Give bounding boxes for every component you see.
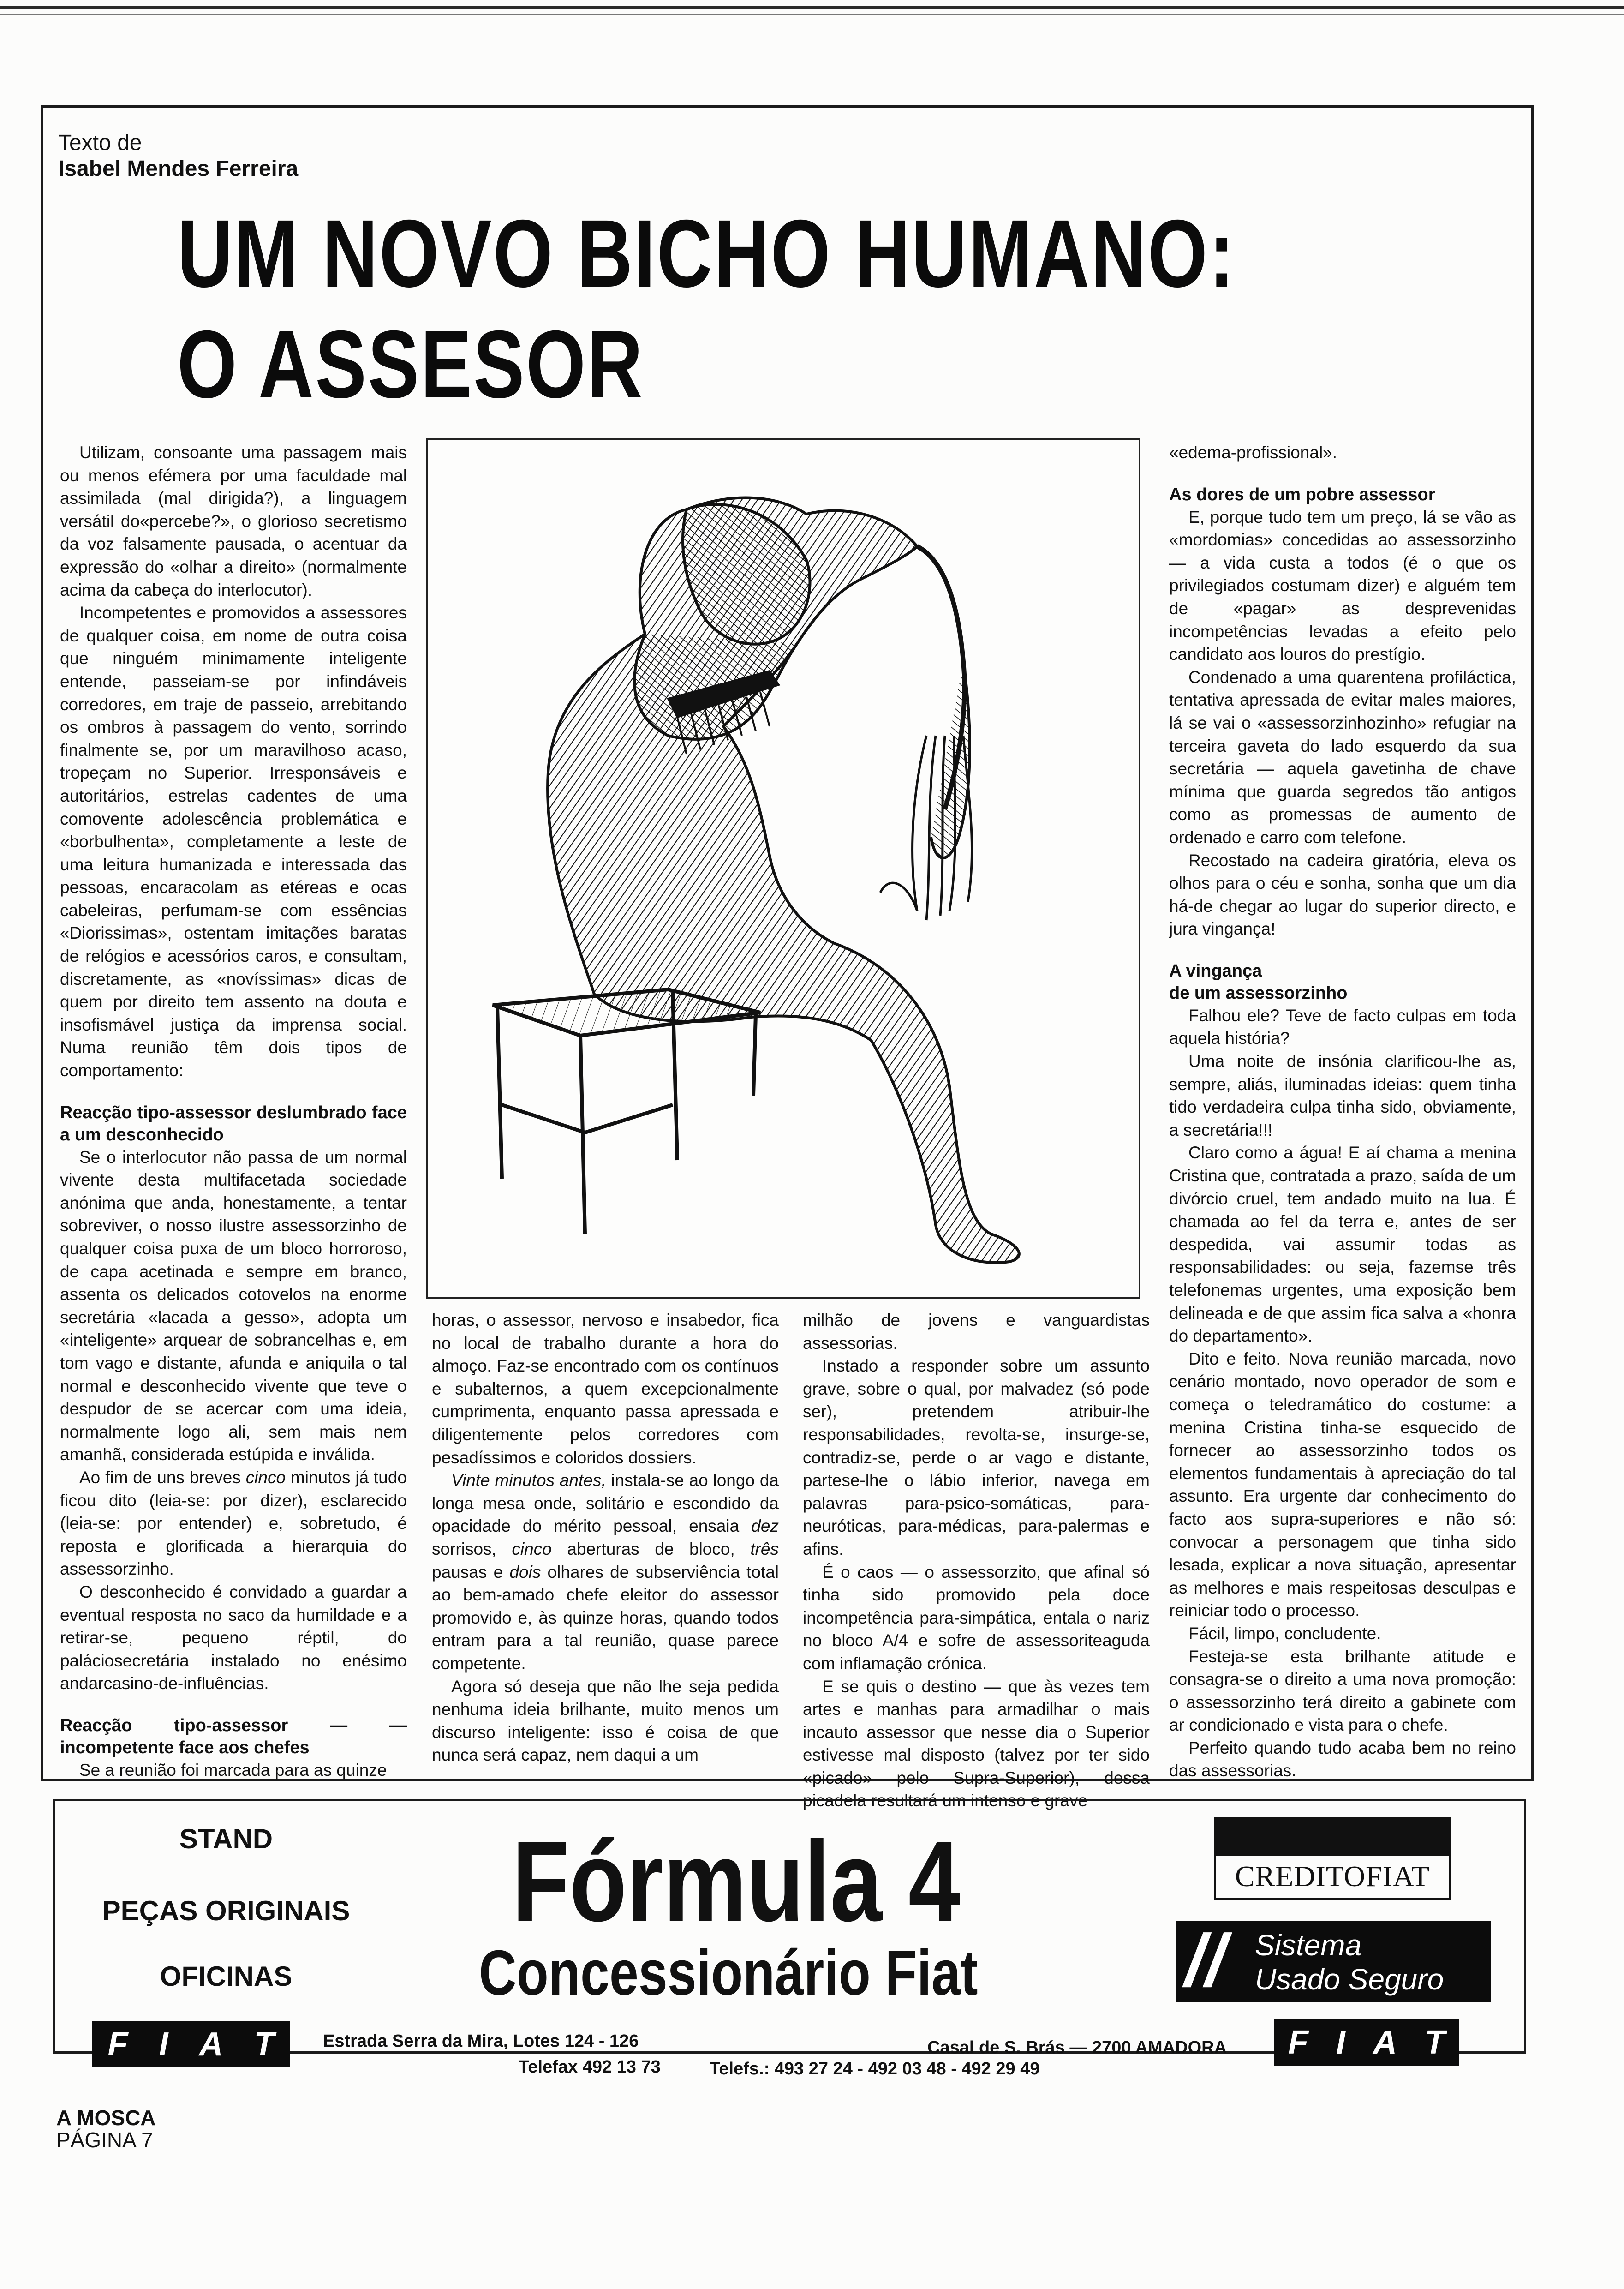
headline-line-1: UM NOVO BICHO HUMANO: bbox=[177, 200, 1236, 307]
page-number: PÁGINA 7 bbox=[56, 2128, 153, 2152]
paragraph: milhão de jovens e vanguardistas assessorias. bbox=[803, 1311, 1150, 1353]
credito-logo-text: CREDITOFIAT bbox=[1235, 1860, 1430, 1893]
section-heading bbox=[1169, 960, 1516, 1004]
paragraph: «edema-profissional». bbox=[1169, 443, 1337, 462]
fiat-letter: F bbox=[1288, 2024, 1308, 2061]
fiat-letter: A bbox=[1373, 2024, 1397, 2061]
heading-line: A vingança bbox=[1169, 961, 1262, 981]
paragraph: Instado a responder sobre um assunto grave, sobre o qual, por malvadez (só pode ser), pretendem atribuir-lhe responsabilidades, revolta-se, insurge-se, contradiz-se, perde o ar vago e distante, partese-lhe o lábio inferior, navega em palavras para-psico-somáticas, para-neuróticas, para-médicas, para-palermas e afins. bbox=[803, 1356, 1150, 1558]
sistema-line-2: Usado Seguro bbox=[1255, 1963, 1444, 1996]
byline-prefix: Texto de bbox=[58, 131, 142, 155]
figure bbox=[548, 498, 1019, 1263]
paragraph: O desconhecido é convidado a guardar a eventual resposta no saco da humildade e a retirar-se, pequeno réptil, do paláciosecretária instalado no enésimo andarcasino-de-influências. bbox=[60, 1582, 407, 1693]
illustration-frame bbox=[426, 438, 1140, 1299]
paragraph: Utilizam, consoante uma passagem mais ou menos efémera por uma faculdade mal assimilada (mal dirigida?), a linguagem versátil do«percebe?», o glorioso secretismo da voz falsamente pausada, o acentuar da expressão do «olhar a direito» (normalmente acima da cabeça do interlocutor). bbox=[60, 443, 407, 599]
emphasis: dez bbox=[751, 1516, 779, 1536]
credito-logo-bars bbox=[1216, 1819, 1449, 1856]
section-heading: Reacção tipo-assessor — — incompetente face aos chefes bbox=[60, 1715, 407, 1757]
ad-address: Estrada Serra da Mira, Lotes 124 - 126 bbox=[323, 2031, 639, 2051]
emphasis: três bbox=[750, 1539, 779, 1558]
ad-headline: Fórmula 4 bbox=[512, 1817, 961, 1945]
paragraph: Claro como a água! E aí chama a menina Cristina que, contratada a prazo, saída de um divórcio cruel, tem andado muito na lua. É chamada ao fel da terra e, antes de ser despedida, vai assumir todas as responsabilidades: ou seja, fazemse três telefonemas urgentes, uma exposição bem delineada e de que assim fica salva a «honra do departamento». bbox=[1169, 1143, 1516, 1346]
seated-figure-illustration bbox=[428, 440, 1139, 1297]
article-column-4 bbox=[1169, 441, 1516, 1782]
fiat-letter: I bbox=[1336, 2024, 1345, 2061]
section-heading: As dores de um pobre assessor bbox=[1169, 485, 1435, 504]
sistema-usado-seguro-logo bbox=[1176, 1921, 1491, 2002]
ad-item-pecas: PEÇAS ORIGINAIS bbox=[102, 1895, 350, 1926]
credito-fiat-logo bbox=[1214, 1817, 1451, 1900]
heading-line: de um assessorzinho bbox=[1169, 983, 1348, 1003]
publication-name: A MOSCA bbox=[56, 2106, 156, 2130]
article-column-3 bbox=[803, 1309, 1150, 1812]
article-column-1 bbox=[60, 441, 407, 1781]
ad-telefax: Telefax 492 13 73 bbox=[519, 2057, 661, 2077]
emphasis: cinco bbox=[512, 1539, 552, 1558]
paragraph: Dito e feito. Nova reunião marcada, novo cenário montado, novo operador de som e começa o teledramático do costume: a menina Cristina tinha-se esquecido de fornecer ao assessorzinho todos os elementos fundamentais à apreciação do tal assunto. Era urgente dar conhecimento do facto aos supra-superiores e não só: convocar a personagem que tinha sido lesada, explicar a nova situação, apresentar as melhores e mais respeitosas desculpas e reiniciar todo o processo. bbox=[1169, 1349, 1516, 1620]
paragraph: horas, o assessor, nervoso e insabedor, fica no local de trabalho durante a hora do almoço. Faz-se encontrado com os contínuos e subalternos, a quem excepcionalmente cumprimenta, enquanto passa apressada e diligentemente pelos corredores com pesadíssimos e coloridos dossiers. bbox=[432, 1311, 779, 1467]
ad-subheadline: Concessionário Fiat bbox=[479, 1937, 978, 2008]
paragraph: Condenado a uma quarentena profiláctica, tentativa apressada de evitar males maiores, lá se vai o «assessorzinhozinho» refugiar na terceira gaveta do lado esquerdo da sua secretária — aquela gavetinha de chave mínima que guarda segredos tão antigos como as promessas de aumento de ordenado e carro com telefone. bbox=[1169, 667, 1516, 847]
chair bbox=[493, 989, 760, 1234]
section-heading: Reacção tipo-assessor deslumbrado face a um desconhecido bbox=[60, 1103, 407, 1144]
paragraph: Se a reunião foi marcada para as quinze bbox=[79, 1760, 387, 1780]
paragraph: Agora só deseja que não lhe seja pedida nenhuma ideia brilhante, muito menos um discurso inteligente: isso é coisa de que nunca será capaz, nem daqui a um bbox=[432, 1677, 779, 1765]
paragraph: E se quis o destino — que às vezes tem artes e manhas para armadilhar o mais incauto assessor que nesse dia o Superior estivesse mal disposto (talvez por ter sido «picado» pelo Supra-Superior), dessa picadela resultará um intenso e grave bbox=[803, 1677, 1150, 1810]
text-run: pausas e bbox=[432, 1562, 510, 1582]
byline bbox=[58, 130, 298, 182]
fiat-letter: F bbox=[107, 2026, 128, 2063]
text-run: Ao fim de uns breves bbox=[79, 1468, 246, 1487]
emphasis: dois bbox=[509, 1562, 541, 1582]
article-column-2 bbox=[432, 1309, 779, 1767]
text-run: aberturas de bloco, bbox=[551, 1539, 751, 1558]
text-run: sorrisos, bbox=[432, 1539, 512, 1558]
top-rule bbox=[0, 6, 1624, 9]
fiat-logo-right bbox=[1274, 2019, 1459, 2066]
fiat-letter: T bbox=[254, 2026, 275, 2063]
text-run: olhares de subserviência total ao bem-amado chefe eleitor do assessor promovido e, às quinze horas, quando todos entram para a tal reunião, quase parece competente. bbox=[432, 1562, 779, 1673]
ad-item-oficinas: OFICINAS bbox=[160, 1961, 293, 1992]
fiat-letter: I bbox=[159, 2026, 168, 2063]
headline-line-2: O ASSESOR bbox=[177, 311, 645, 418]
sistema-line-1: Sistema bbox=[1255, 1929, 1362, 1962]
emphasis: Vinte minutos antes, bbox=[451, 1471, 606, 1490]
slash-mark-icon: // bbox=[1185, 1919, 1226, 2001]
ad-location: Casal de S. Brás — 2700 AMADORA bbox=[927, 2038, 1227, 2057]
paragraph: Incompetentes e promovidos a assessores de qualquer coisa, em nome de outra coisa que ninguém minimamente inteligente entende, passeiam-se por infindáveis corredores, em traje de passeio, arrebitando os ombros à passagem do vento, sorrindo finalmente se, por um maravilhoso acaso, tropeçam no Superior. Irresponsáveis e autoritários, estrelas cadentes de uma comovente adolescência problemática e «borbulhenta», completamente a leste de uma leitura humanizada e interessada das pessoas, encaracolam as etéreas e ocas cabeleiras, perfumam-se com essências «Diorissimas», ostentam imitações baratas de relógios e acessórios caros, e consultam, discretamente, as «novíssimas» dicas de quem por direito tem assento na douta e insofismável justiça da imprensa social. Numa reunião têm dois tipos de comportamento: bbox=[60, 603, 407, 1080]
byline-author: Isabel Mendes Ferreira bbox=[58, 156, 299, 181]
paragraph: Uma noite de insónia clarificou-lhe as, sempre, aliás, iluminadas ideias: quem tinha tido verdadeira culpa tinha sido, obviamente, a secretária!!! bbox=[1169, 1052, 1516, 1139]
fiat-logo-left bbox=[92, 2021, 290, 2067]
paragraph: Fácil, limpo, concludente. bbox=[1188, 1624, 1381, 1643]
fiat-letter: T bbox=[1425, 2024, 1445, 2061]
top-rule-thin bbox=[0, 14, 1624, 15]
ad-item-stand: STAND bbox=[179, 1823, 273, 1854]
fiat-letter: A bbox=[199, 2026, 223, 2063]
paragraph: Falhou ele? Teve de facto culpas em toda aquela história? bbox=[1169, 1006, 1516, 1048]
paragraph: Se o interlocutor não passa de um normal vivente desta multifacetada sociedade anónima que anda, honestamente, a tentar sobreviver, o nosso ilustre assessorzinho de qualquer coisa puxa de um bloco horroroso, de capa acetinada e sempre em branco, assenta os delicados cotovelos na enorme secretária «lacada a gesso», adopta um «inteligente» arquear de sobrancelhas e, em tom vago e distante, afunda e aniquila o tal normal e desconhecido vivente que teve o despudor de se acercar com uma ideia, normalmente logo ali, sem mais nem amanhã, considerada estúpida e inválida. bbox=[60, 1147, 407, 1464]
text-run: minutos já tudo ficou dito (leia-se: por dizer), esclarecido (leia-se: por entender) e, sobretudo, é reposta e glorificada a hierarquia do assessorzinho. bbox=[60, 1468, 407, 1579]
paragraph: Recostado na cadeira giratória, eleva os olhos para o céu e sonha, sonha que um dia há-de chegar ao lugar do superior directo, e jura vingança! bbox=[1169, 851, 1516, 939]
paragraph: Festeja-se esta brilhante atitude e consagra-se o direito a uma nova promoção: o assessorzinho terá direito a gabinete com ar condicionado e vista para o chefe. bbox=[1169, 1647, 1516, 1735]
paragraph: É o caos — o assessorzito, que afinal só tinha sido promovido pela doce incompetência para-simpática, entala o nariz no bloco A/4 e sofre de assessoriteaguda com inflamação crónica. bbox=[803, 1562, 1150, 1673]
ad-phones: Telefs.: 493 27 24 - 492 03 48 - 492 29 49 bbox=[710, 2059, 1040, 2079]
paragraph bbox=[60, 1466, 407, 1581]
emphasis: cinco bbox=[245, 1468, 286, 1487]
text-run: instala-se ao longo da longa mesa onde, solitário e escondido da opacidade do mérito pessoal, ensaia bbox=[432, 1471, 779, 1536]
headline bbox=[177, 198, 1236, 420]
paragraph: Perfeito quando tudo acaba bem no reino das assessorias. bbox=[1169, 1738, 1516, 1780]
paragraph: E, porque tudo tem um preço, lá se vão as «mordomias» concedidas ao assessorzinho — a vida custa a todos (é o que os privilegiados costumam dizer) e alguém tem de «pagar» as desprevenidas incompetências levadas a efeito pelo candidato aos louros do prestígio. bbox=[1169, 507, 1516, 664]
paragraph bbox=[432, 1469, 779, 1675]
